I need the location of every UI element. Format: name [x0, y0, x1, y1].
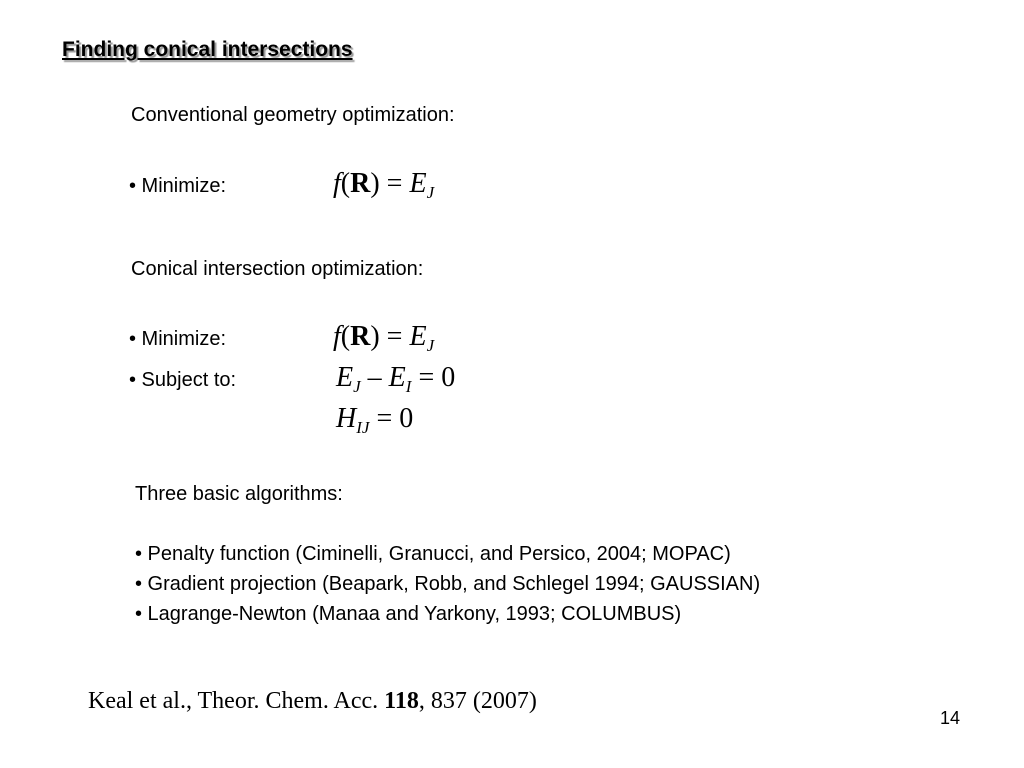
citation-suffix: , 837 (2007) — [418, 688, 537, 714]
eq-sub-J: J — [426, 183, 435, 202]
eq1-f: f — [333, 321, 341, 352]
conventional-minimize-label: • Minimize: — [129, 175, 227, 197]
eq-R: R — [350, 168, 371, 199]
coupling-constraint-equation — [336, 403, 414, 437]
eq2-sub2: I — [405, 377, 412, 396]
citation-prefix: Keal et al., Theor. Chem. Acc. — [88, 688, 385, 714]
algorithm-item-lagrange: • Lagrange-Newton (Manaa and Yarkony, 1993; COLUMBUS) — [135, 603, 682, 625]
conical-subject-label: • Subject to: — [129, 369, 237, 391]
conical-minimize-label: • Minimize: — [129, 328, 227, 350]
eq-close-eq: ) = — [370, 168, 410, 199]
eq3-rest: = 0 — [369, 403, 414, 434]
conventional-heading: Conventional geometry optimization: — [131, 104, 455, 126]
conventional-objective-equation — [333, 168, 435, 202]
algorithm-item-gradient: • Gradient projection (Beapark, Robb, and Schlegel 1994; GAUSSIAN) — [135, 573, 761, 595]
slide-title: Finding conical intersections — [62, 38, 353, 61]
energy-constraint-equation — [336, 362, 456, 396]
eq3-sub: IJ — [356, 418, 370, 437]
page-number: 14 — [940, 708, 961, 728]
conical-objective-equation — [333, 321, 435, 355]
eq2-E1: E — [336, 362, 354, 393]
eq3-H: H — [336, 403, 357, 434]
eq2-rest: = 0 — [411, 362, 456, 393]
eq2-minus: – — [360, 362, 389, 393]
eq2-E2: E — [388, 362, 406, 393]
eq1-R: R — [350, 321, 371, 352]
citation — [88, 688, 537, 715]
eq2-sub1: J — [353, 377, 361, 396]
eq1-close-eq: ) = — [370, 321, 410, 352]
eq-f: f — [333, 168, 341, 199]
eq1-E: E — [409, 321, 427, 352]
conical-heading: Conical intersection optimization: — [131, 258, 424, 280]
eq-open: ( — [340, 168, 351, 199]
algorithms-heading: Three basic algorithms: — [135, 483, 343, 505]
algorithm-item-penalty: • Penalty function (Ciminelli, Granucci, and Persico, 2004; MOPAC) — [135, 543, 731, 565]
eq1-open: ( — [340, 321, 351, 352]
eq-E: E — [409, 168, 427, 199]
citation-volume: 118 — [384, 688, 419, 714]
eq1-sub: J — [426, 336, 435, 355]
